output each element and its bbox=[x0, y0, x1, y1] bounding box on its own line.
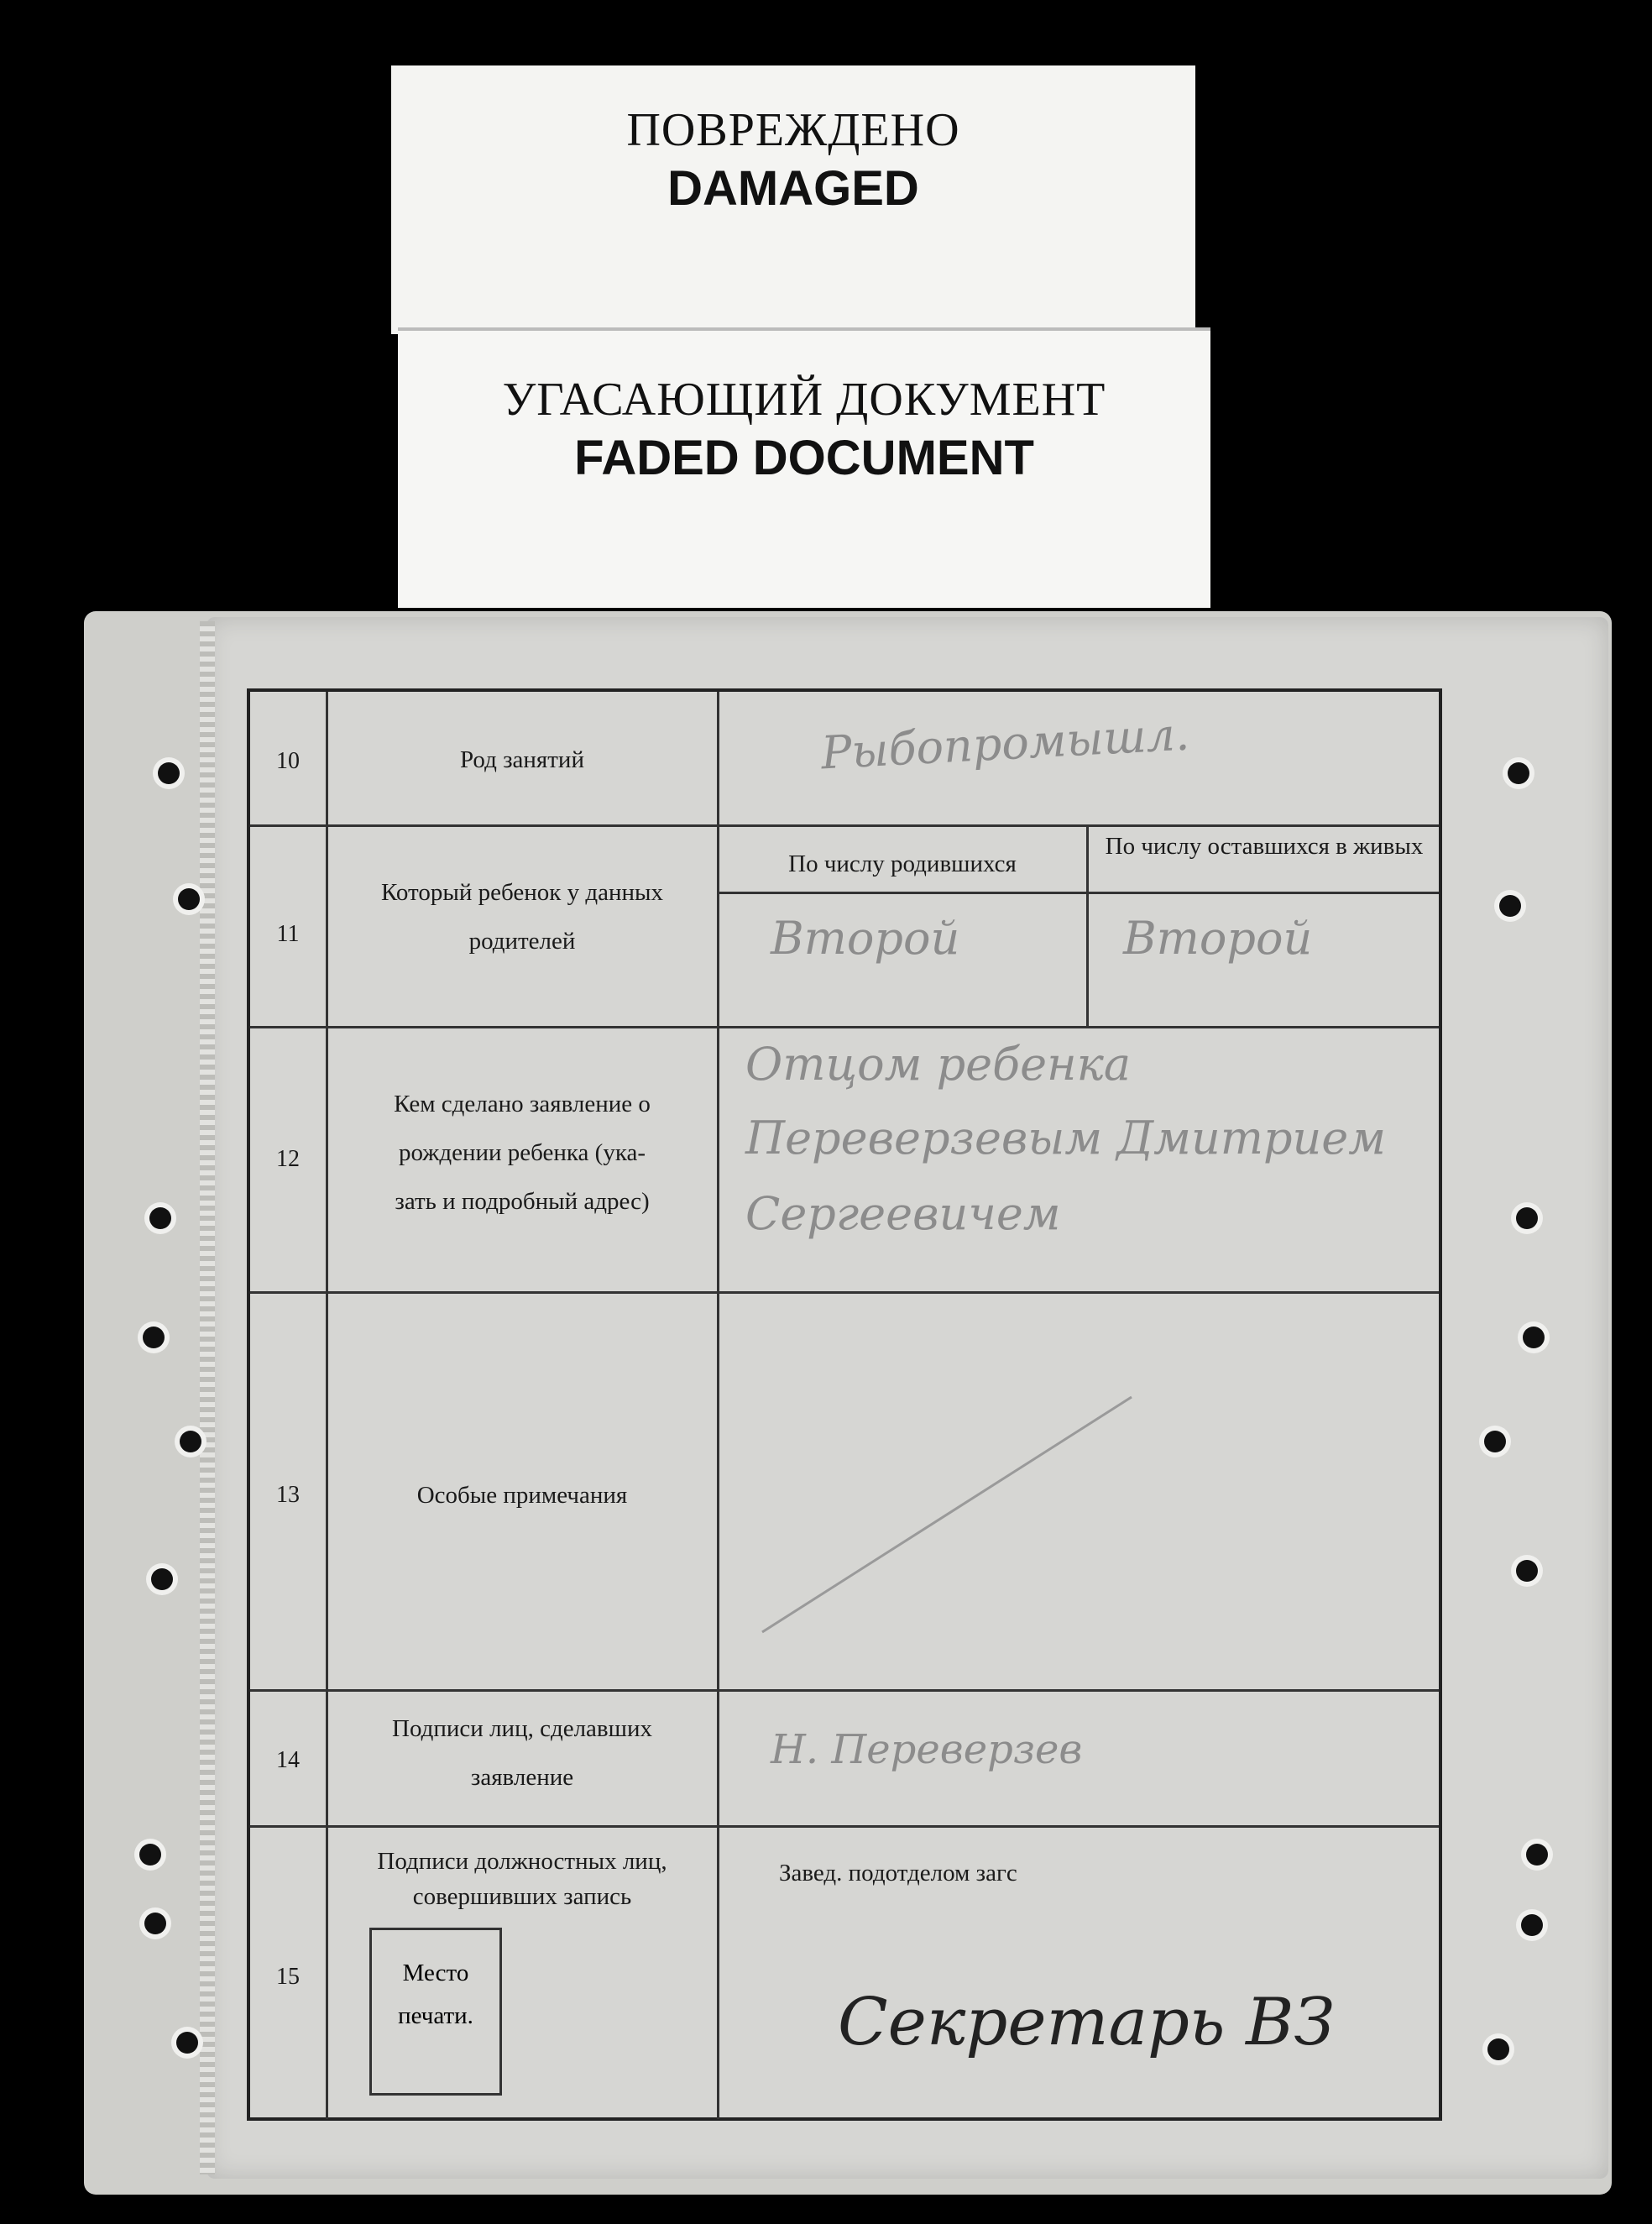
row-divider bbox=[717, 892, 1439, 894]
secretary-signature: Секретарь ВЗ bbox=[838, 1985, 1336, 2060]
seal-place-line1: Место bbox=[402, 1960, 469, 1986]
child-born-handwriting: Второй bbox=[771, 912, 960, 965]
row-15-label-line1: Подписи должностных лиц, bbox=[377, 1848, 667, 1875]
faded-label-ru: УГАСАЮЩИЙ ДОКУМЕНТ bbox=[502, 374, 1106, 426]
binding-hole bbox=[144, 1913, 166, 1934]
damaged-label-ru: ПОВРЕЖДЕНО bbox=[626, 104, 960, 156]
col-born-header: По числу родившихся bbox=[788, 850, 1017, 877]
applicant-handwriting-line2: Переверзевым Дмитрием bbox=[745, 1112, 1387, 1164]
binding-hole bbox=[1526, 1844, 1548, 1866]
row-15-number: 15 bbox=[276, 1964, 300, 1990]
binding-hole bbox=[1516, 1207, 1538, 1229]
row-12-label bbox=[327, 1080, 717, 1226]
birth-record-form bbox=[247, 688, 1442, 2121]
row-11-label-line2: родителей bbox=[468, 928, 576, 955]
row-14-label-line1: Подписи лиц, сделавших bbox=[392, 1715, 652, 1742]
row-10-number: 10 bbox=[276, 748, 300, 774]
occupation-handwriting: Рыбопромышл. bbox=[819, 707, 1191, 780]
col-alive-header: По числу оставшихся в живых bbox=[1105, 833, 1424, 860]
column-divider bbox=[717, 692, 719, 2119]
row-11-label-line1: Который ребенок у данных bbox=[381, 879, 663, 906]
row-divider bbox=[250, 1689, 1439, 1692]
binding-hole bbox=[1508, 762, 1529, 784]
binding-hole bbox=[178, 888, 200, 910]
seal-place-box bbox=[369, 1928, 502, 2096]
row-14-label bbox=[327, 1704, 717, 1802]
row-divider bbox=[250, 1291, 1439, 1294]
row-divider bbox=[250, 1026, 1439, 1028]
binding-hole bbox=[1487, 2038, 1509, 2060]
row-12-label-line1: Кем сделано заявление о bbox=[394, 1091, 651, 1117]
row-12-number: 12 bbox=[276, 1146, 300, 1172]
binding-hole bbox=[143, 1327, 165, 1348]
row-14-label-line2: заявление bbox=[470, 1764, 574, 1791]
binding-hole bbox=[1523, 1327, 1545, 1348]
row-10-label: Род занятий bbox=[460, 746, 584, 773]
binding-hole bbox=[158, 762, 180, 784]
binding-hole bbox=[1521, 1914, 1543, 1936]
seal-place-line2: печати. bbox=[398, 2002, 473, 2029]
binding-hole bbox=[1516, 1560, 1538, 1582]
row-13-label: Особые примечания bbox=[416, 1482, 628, 1509]
child-alive-handwriting: Второй bbox=[1123, 912, 1313, 965]
applicant-signature: Н. Переверзев bbox=[771, 1726, 1083, 1773]
binding-hole bbox=[149, 1207, 171, 1229]
binding-hole bbox=[139, 1844, 161, 1866]
binding-hole bbox=[1499, 895, 1521, 917]
damaged-label-en: DAMAGED bbox=[667, 161, 919, 216]
faded-label-slip bbox=[398, 327, 1210, 608]
binding-hole bbox=[180, 1431, 201, 1452]
row-divider bbox=[250, 1825, 1439, 1828]
row-12-label-line2: рождении ребенка (ука- bbox=[399, 1139, 646, 1166]
official-title: Завед. подотделом загс bbox=[779, 1860, 1017, 1886]
applicant-handwriting-line3: Сергеевичем bbox=[745, 1187, 1061, 1240]
row-12-label-line3: зать и подробный адрес) bbox=[395, 1188, 650, 1215]
row-14-number: 14 bbox=[276, 1747, 300, 1773]
faded-label-en: FADED DOCUMENT bbox=[574, 431, 1034, 485]
row-11-number: 11 bbox=[276, 921, 300, 947]
row-11-label bbox=[327, 868, 717, 965]
applicant-handwriting-line1: Отцом ребенка bbox=[745, 1038, 1132, 1091]
binding-hole bbox=[151, 1568, 173, 1590]
binding-hole bbox=[176, 2032, 198, 2054]
row-divider bbox=[250, 824, 1439, 827]
page-torn-edge bbox=[200, 621, 215, 2174]
binding-hole bbox=[1484, 1431, 1506, 1452]
damaged-label-slip bbox=[391, 65, 1195, 334]
row-13-number: 13 bbox=[276, 1482, 300, 1508]
row-15-label-line2: совершивших запись bbox=[412, 1883, 632, 1911]
cancel-strike-line bbox=[754, 1389, 1140, 1641]
row-15-label bbox=[327, 1844, 717, 1914]
